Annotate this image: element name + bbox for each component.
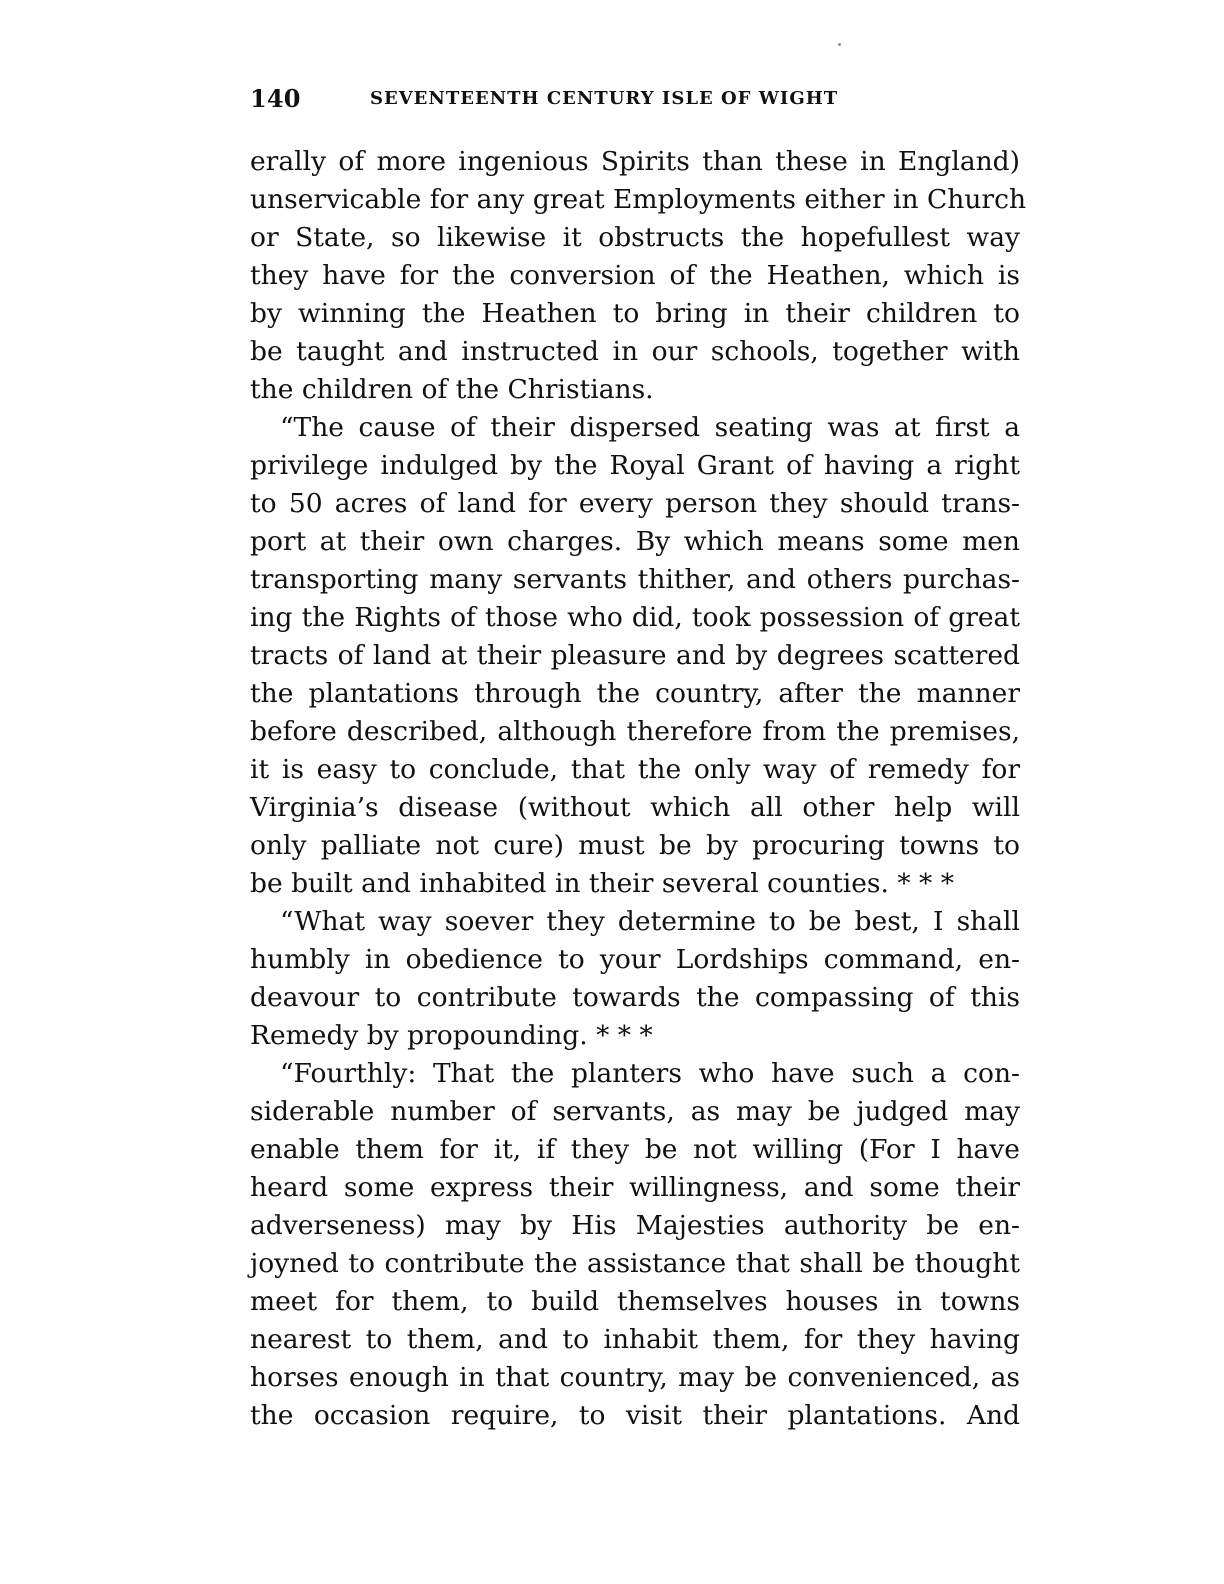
text-line: “What way soever they determine to be best, I shall [280, 906, 1020, 937]
text-line: tracts of land at their pleasure and by degrees scattered [250, 640, 1020, 671]
text-line: nearest to them, and to inhabit them, for they having [250, 1324, 1020, 1355]
text-line: enable them for it, if they be not willing (For I have [250, 1134, 1020, 1165]
running-head [250, 84, 1010, 114]
text-line: be built and inhabited in their several counties. * * * [250, 868, 954, 899]
text-line: be taught and instructed in our schools, together with [250, 336, 1020, 367]
text-line: adverseness) may by His Majesties authority be en- [250, 1210, 1020, 1241]
text-line: ing the Rights of those who did, took possession of great [250, 602, 1020, 633]
text-line: transporting many servants thither, and others purchas- [250, 564, 1020, 595]
text-line: or State, so likewise it obstructs the hopefullest way [250, 222, 1020, 253]
text-line: to 50 acres of land for every person they should trans- [250, 488, 1020, 519]
text-line: “Fourthly: That the planters who have such a con- [280, 1058, 1020, 1089]
text-line: joyned to contribute the assistance that shall be thought [250, 1248, 1020, 1279]
text-line: Remedy by propounding. * * * [250, 1020, 653, 1051]
text-line: they have for the conversion of the Heathen, which is [250, 260, 1020, 291]
text-line: humbly in obedience to your Lordships command, en- [250, 944, 1020, 975]
page-number: 140 [250, 84, 301, 113]
text-line: by winning the Heathen to bring in their children to [250, 298, 1020, 329]
text-line: privilege indulged by the Royal Grant of having a right [250, 450, 1020, 481]
text-line: heard some express their willingness, and some their [250, 1172, 1020, 1203]
text-line: siderable number of servants, as may be judged may [250, 1096, 1020, 1127]
body-text [250, 143, 1027, 1463]
text-line: the plantations through the country, after the manner [250, 678, 1020, 709]
text-line: only palliate not cure) must be by procuring towns to [250, 830, 1020, 861]
text-line: meet for them, to build themselves houses in towns [250, 1286, 1020, 1317]
text-line: Virginia’s disease (without which all other help will [250, 792, 1020, 823]
text-line: before described, although therefore from the premises, [250, 716, 1020, 747]
running-title: SEVENTEENTH CENTURY ISLE OF WIGHT [370, 88, 839, 109]
text-line: erally of more ingenious Spirits than these in England) [250, 146, 1020, 177]
text-line: deavour to contribute towards the compassing of this [250, 982, 1020, 1013]
text-line: port at their own charges. By which means some men [250, 526, 1020, 557]
text-line: “The cause of their dispersed seating was at first a [280, 412, 1020, 443]
text-line: the occasion require, to visit their plantations. And [250, 1400, 1020, 1431]
text-line: the children of the Christians. [250, 374, 654, 405]
text-line: unservicable for any great Employments either in Church [250, 184, 1027, 215]
text-line: horses enough in that country, may be convenienced, as [250, 1362, 1020, 1393]
scan-speck [838, 43, 841, 46]
text-line: it is easy to conclude, that the only way of remedy for [250, 754, 1020, 785]
